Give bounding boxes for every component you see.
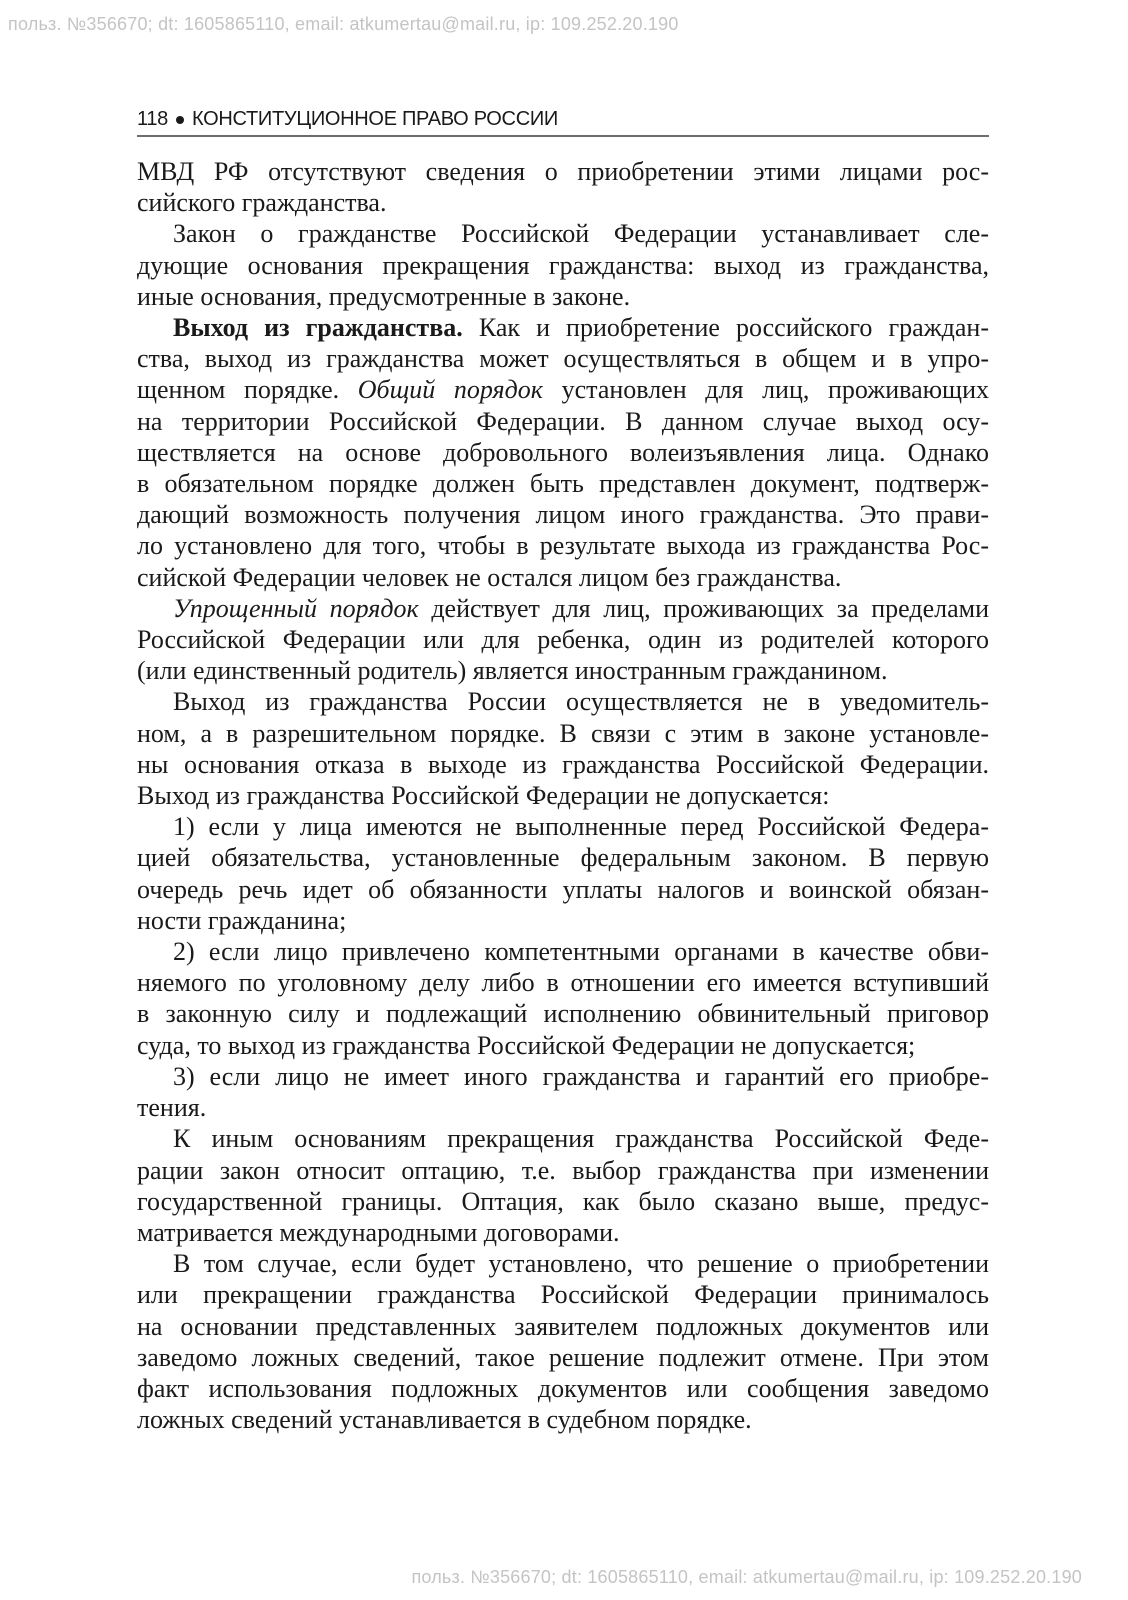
- text-line: 1) если у лица имеются не выполненные перед Российской Федера-: [173, 812, 989, 842]
- text-span: действует для лиц, проживающих за пределами: [418, 593, 989, 623]
- text-line: заведомо ложных сведений, такое решение подлежит отмене. При этом: [137, 1342, 989, 1372]
- text-line: Выход из гражданства Российской Федерации не допускается:: [137, 781, 830, 811]
- text-line: ло установлено для того, чтобы в результате выхода из гражданства Рос-: [137, 531, 989, 561]
- text-line: или прекращении гражданства Российской Федерации принималось: [137, 1280, 989, 1310]
- text-line: В том случае, если будет установлено, что решение о приобретении: [173, 1249, 989, 1279]
- text-line: 3) если лицо не имеет иного гражданства и гарантий его приобре-: [173, 1061, 989, 1091]
- text-line: сийской Федерации человек не остался лицом без гражданства.: [137, 562, 842, 592]
- watermark-bottom: польз. №356670; dt: 1605865110, email: atkumertau@mail.ru, ip: 109.252.20.190: [411, 1567, 1082, 1587]
- text-line: в законную силу и подлежащий исполнению обвинительный приговор: [137, 999, 989, 1029]
- italic-term: Общий порядок: [357, 375, 543, 405]
- running-head-title: КОНСТИТУЦИОННОЕ ПРАВО РОССИИ: [192, 108, 558, 130]
- text-line: дающий возможность получения лицом иного гражданства. Это прави-: [137, 500, 989, 530]
- section-heading: Выход из гражданства.: [173, 313, 463, 343]
- bullet-separator-icon: [176, 116, 184, 124]
- text-line: ности гражданина;: [137, 905, 347, 935]
- text-line: матривается международными договорами.: [137, 1217, 620, 1247]
- text-span: Как и приобретение российского граждан-: [462, 313, 990, 343]
- text-line: Закон о гражданстве Российской Федерации устанавливает сле-: [173, 219, 989, 249]
- text-line: на территории Российской Федерации. В данном случае выход осу-: [137, 406, 989, 436]
- text-line: на основании представленных заявителем подложных документов или: [137, 1311, 989, 1341]
- page-body: [137, 156, 989, 1435]
- text-line: няемого по уголовному делу либо в отношении его имеется вступивший: [137, 968, 989, 998]
- text-line: 2) если лицо привлечено компетентными органами в качестве обви-: [173, 937, 989, 967]
- italic-term: Упрощенный порядок: [173, 593, 419, 623]
- text-line: сийского гражданства.: [137, 188, 387, 218]
- text-span: щенном порядке.: [137, 375, 358, 405]
- watermark-top: польз. №356670; dt: 1605865110, email: atkumertau@mail.ru, ip: 109.252.20.190: [8, 14, 679, 34]
- text-line: государственной границы. Оптация, как было сказано выше, предус-: [137, 1186, 989, 1216]
- text-line: [137, 374, 989, 405]
- text-line: [137, 312, 989, 343]
- text-line: К иным основаниям прекращения гражданства Российской Феде-: [173, 1124, 989, 1154]
- text-line: в обязательном порядке должен быть представлен документ, подтверж-: [137, 469, 989, 499]
- text-line: Российской Федерации или для ребенка, один из родителей которого: [137, 625, 989, 655]
- running-head: [137, 105, 989, 137]
- text-line: МВД РФ отсутствуют сведения о приобретении этими лицами рос-: [137, 157, 989, 186]
- text-line: ства, выход из гражданства может осуществляться в общем и в упро-: [137, 344, 989, 374]
- text-line: Выход из гражданства России осуществляется не в уведомитель-: [173, 687, 989, 717]
- text-line: дующие основания прекращения гражданства: выход из гражданства,: [137, 250, 989, 280]
- text-line: иные основания, предусмотренные в законе.: [137, 281, 631, 311]
- text-line: ложных сведений устанавливается в судебном порядке.: [137, 1405, 752, 1435]
- text-line: ны основания отказа в выходе из гражданства Российской Федерации.: [137, 749, 989, 779]
- text-line: очередь речь идет об обязанности уплаты налогов и воинской обязан-: [137, 874, 989, 904]
- page-number: 118: [137, 108, 168, 130]
- text-line: суда, то выход из гражданства Российской Федерации не допускается;: [137, 1030, 916, 1060]
- text-line: рации закон относит оптацию, т.е. выбор гражданства при изменении: [137, 1155, 989, 1185]
- text-span: установлен для лиц, проживающих: [542, 375, 989, 405]
- text-line: тения.: [137, 1093, 207, 1123]
- text-line: цией обязательства, установленные федеральным законом. В первую: [137, 843, 989, 873]
- text-line: факт использования подложных документов или сообщения заведомо: [137, 1373, 989, 1403]
- text-line: ществляется на основе добровольного волеизъявления лица. Однако: [137, 437, 989, 467]
- text-line: (или единственный родитель) является иностранным гражданином.: [137, 656, 888, 686]
- text-line: ном, а в разрешительном порядке. В связи с этим в законе установле-: [137, 718, 989, 748]
- text-line: [137, 593, 989, 624]
